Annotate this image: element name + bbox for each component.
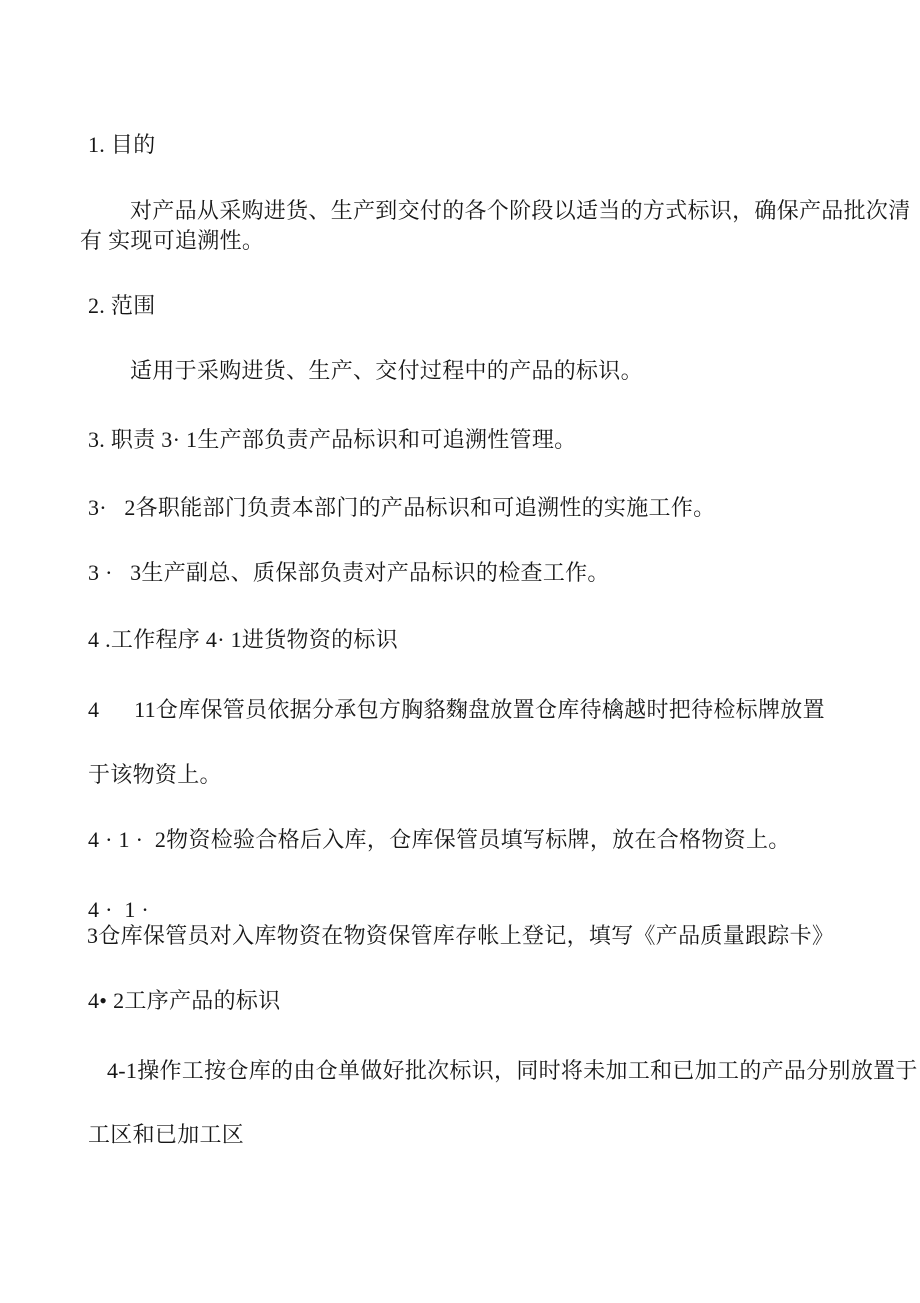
heading-scope: 2. 范围 xyxy=(88,293,156,318)
procedure-4-2-line-1: 4-1操作工按仓库的由仓单做好批次标识，同时将未加工和已加工的产品分别放置于 xyxy=(107,1058,918,1083)
procedure-4-1-3-line-2: 3仓库保管员对入库物资在物资保管库存帐上登记，填写《产品质量跟踪卡》 xyxy=(87,923,835,948)
heading-responsibility: 3. 职责 3· 1生产部负责产品标识和可追溯性管理。 xyxy=(88,427,577,452)
heading-purpose: 1. 目的 xyxy=(88,132,156,157)
procedure-4-1-3-line-1: 4 · 1 · xyxy=(88,897,150,922)
procedure-4-1-1-line-2: 于该物资上。 xyxy=(88,762,222,787)
heading-4-2: 4• 2工序产品的标识 xyxy=(88,988,281,1013)
procedure-4-2-line-2: 工区和已加工区 xyxy=(88,1122,245,1147)
procedure-4-1-1-line-1: 4 11仓库保管员依据分承包方胸貉麴盘放置仓库待檎越时把待检标牌放置 xyxy=(88,697,825,722)
purpose-body-line-1: 对产品从采购进货、生产到交付的各个阶段以适当的方式标识，确保产品批次清 xyxy=(130,198,911,223)
scope-body: 适用于采购进货、生产、交付过程中的产品的标识。 xyxy=(130,358,643,383)
responsibility-3-3: 3 · 3生产副总、质保部负责对产品标识的检查工作。 xyxy=(88,560,610,585)
purpose-body-line-2: 有 实现可追溯性。 xyxy=(80,228,265,253)
procedure-4-1-2: 4 · 1 · 2物资检验合格后入库，仓库保管员填写标牌，放在合格物资上。 xyxy=(88,827,791,852)
responsibility-3-2: 3· 2各职能部门负责本部门的产品标识和可追溯性的实施工作。 xyxy=(88,495,716,520)
heading-procedure: 4 .工作程序 4· 1进货物资的标识 xyxy=(88,627,399,652)
